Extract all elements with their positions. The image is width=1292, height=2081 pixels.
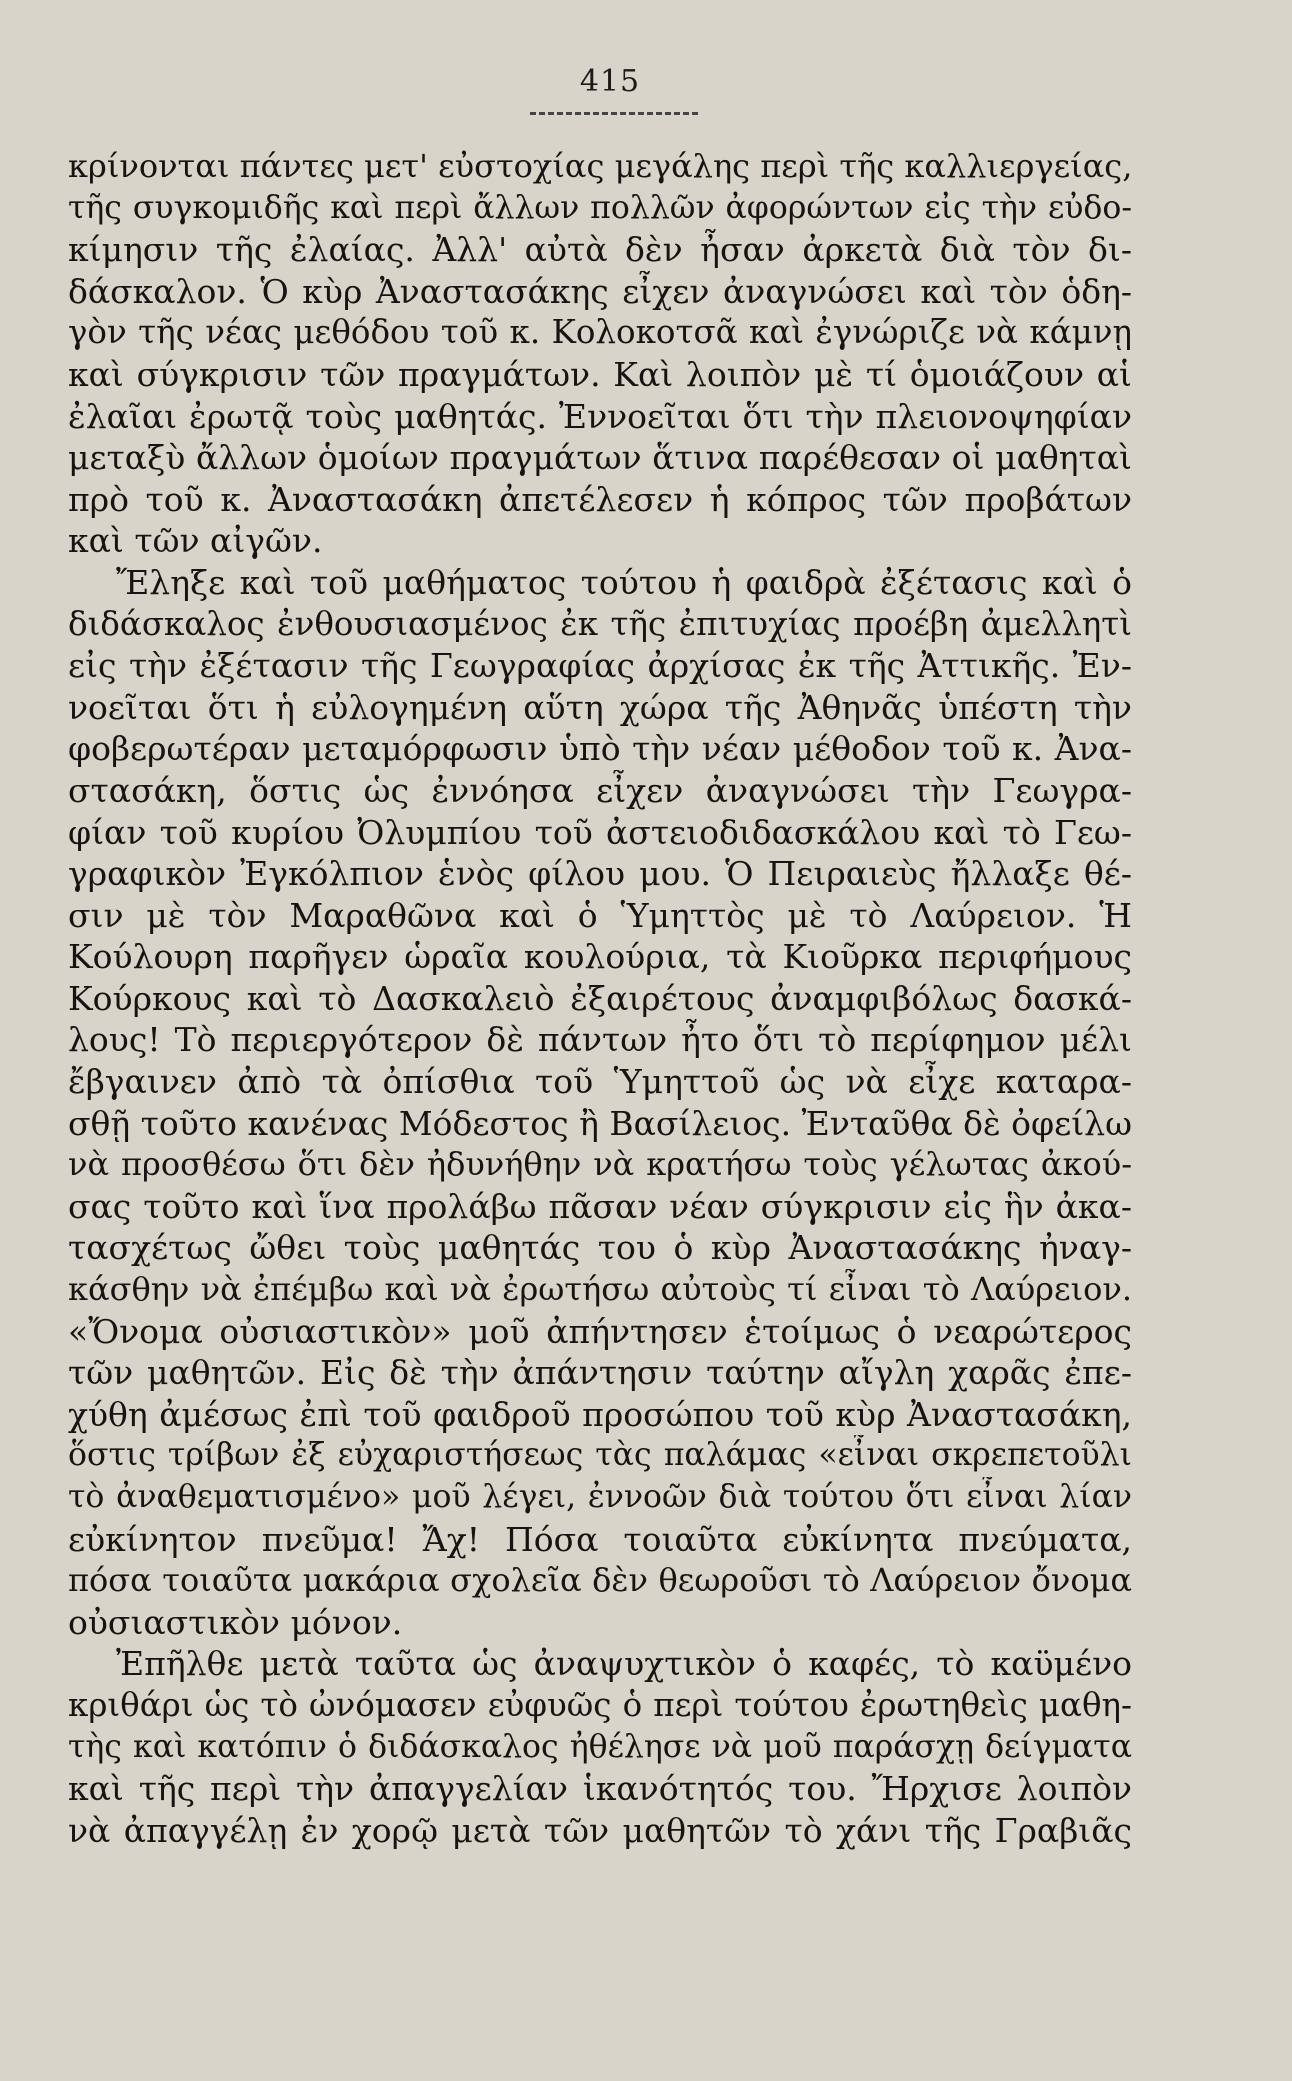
text-line: πόσα τοιαῦτα μακάρια σχολεῖα δὲν θεωροῦσι τὸ Λαύρειον ὄνομα [68,1561,1132,1600]
text-line: νοεῖται ὅτι ἡ εὐλογημένη αὕτη χώρα τῆς Ἀθηνᾶς ὑπέστη τὴν [68,687,1132,727]
text-line: στασάκη, ὅστις ὡς ἐννόησα εἶχεν ἀναγνώσει τὴν Γεωγρα- [68,770,1132,810]
text-line: εὐκίνητον πνεῦμα! Ἄχ! Πόσα τοιαῦτα εὐκίνητα πνεύματα, [68,1519,1132,1559]
text-line: τὴς καὶ κατόπιν ὁ διδάσκαλος ἠθέλησε νὰ μοῦ παράσχῃ δείγματα [68,1728,1132,1765]
text-line: Ἐπῆλθε μετὰ ταῦτα ὡς ἀναψυχτικὸν ὁ καφές, τὸ καϋμένο [116,1644,1132,1684]
text-line: κάσθην νὰ ἐπέμβω καὶ νὰ ἐρωτήσω αὐτοὺς τί εἶναι τὸ Λαύρειον. [68,1270,1132,1309]
text-line: δάσκαλον. Ὁ κὺρ Ἀναστασάκης εἶχεν ἀναγνώσει καὶ τὸν ὁδη- [68,271,1132,311]
body-text [68,146,1132,1851]
page-number-underline [530,112,700,115]
text-line: φίαν τοῦ κυρίου Ὀλυμπίου τοῦ ἀστειοδιδασκάλου καὶ τὸ Γεω- [68,812,1132,852]
text-line: τασχέτως ὤθει τοὺς μαθητάς του ὁ κὺρ Ἀναστασάκης ἠναγ- [68,1228,1132,1268]
text-line: τῆς συγκομιδῆς καὶ περὶ ἄλλων πολλῶν ἀφορώντων εἰς τὴν εὐδο- [68,189,1132,226]
text-line: «Ὄνομα οὐσιαστικὸν» μοῦ ἀπήντησεν ἑτοίμως ὁ νεαρώτερος [68,1311,1132,1351]
text-line: μεταξὺ ἄλλων ὁμοίων πραγμάτων ἅτινα παρέθεσαν οἱ μαθηταὶ [68,438,1132,478]
text-line: σας τοῦτο καὶ ἵνα προλάβω πᾶσαν νέαν σύγκρισιν εἰς ἣν ἀκα- [68,1186,1132,1226]
text-line: νὰ ἀπαγγέλῃ ἐν χορῷ μετὰ τῶν μαθητῶν τὸ χάνι τῆς Γραβιᾶς [68,1810,1132,1850]
text-line: ἔβγαινεν ἀπὸ τὰ ὀπίσθια τοῦ Ὑμηττοῦ ὡς νὰ εἶχε καταρα- [68,1062,1132,1102]
text-line: πρὸ τοῦ κ. Ἀναστασάκη ἀπετέλεσεν ἡ κόπρος τῶν προβάτων [68,479,1132,519]
text-line: οὐσιαστικὸν μόνον. [68,1602,403,1642]
text-line: τῶν μαθητῶν. Εἰς δὲ τὴν ἀπάντησιν ταύτην αἴγλη χαρᾶς ἐπε- [68,1353,1132,1393]
text-line: γραφικὸν Ἐγκόλπιον ἑνὸς φίλου μου. Ὁ Πειραιεὺς ἤλλαξε θέ- [68,854,1132,894]
text-line: καὶ τῆς περὶ τὴν ἀπαγγελίαν ἱκανότητός του. Ἤρχισε λοιπὸν [68,1769,1132,1809]
text-line: λους! Τὸ περιεργότερον δὲ πάντων ἦτο ὅτι τὸ περίφημον μέλι [68,1020,1132,1060]
text-line: τὸ ἀναθεματισμένο» μοῦ λέγει, ἐννοῶν διὰ τούτου ὅτι εἶναι λίαν [68,1479,1132,1515]
text-line: νὰ προσθέσω ὅτι δὲν ἠδυνήθην νὰ κρατήσω τοὺς γέλωτας ἀκού- [68,1145,1132,1184]
text-line: κριθάρι ὡς τὸ ὠνόμασεν εὐφυῶς ὁ περὶ τούτου ἐρωτηθεὶς μαθη- [68,1685,1132,1724]
text-line: καὶ σύγκρισιν τῶν πραγμάτων. Καὶ λοιπὸν μὲ τί ὁμοιάζουν αἱ [68,354,1132,394]
text-line: ἐλαῖαι ἐρωτᾷ τοὺς μαθητάς. Ἐννοεῖται ὅτι τὴν πλειονοψηφίαν [68,396,1132,436]
text-line: διδάσκαλος ἐνθουσιασμένος ἐκ τῆς ἐπιτυχίας προέβη ἀμελλητὶ [68,604,1132,643]
text-line: σθῇ τοῦτο κανένας Μόδεστος ἢ Βασίλειος. Ἐνταῦθα δὲ ὀφείλω [68,1103,1132,1143]
text-line: κρίνονται πάντες μετ' εὐστοχίας μεγάλης περὶ τῆς καλλιεργείας, [68,147,1132,185]
text-line: κίμησιν τῆς ἐλαίας. Ἀλλ' αὐτὰ δὲν ἦσαν ἀρκετὰ διὰ τὸν δι- [68,230,1132,270]
text-line: σιν μὲ τὸν Μαραθῶνα καὶ ὁ Ὑμηττὸς μὲ τὸ Λαύρειον. Ἡ [68,895,1132,935]
text-line: χύθη ἀμέσως ἐπὶ τοῦ φαιδροῦ προσώπου τοῦ κὺρ Ἀναστασάκη, [68,1394,1132,1434]
page-number: 415 [579,64,641,99]
text-line: γὸν τῆς νέας μεθόδου τοῦ κ. Κολοκοτσᾶ καὶ ἐγνώριζε νὰ κάμνῃ [68,313,1132,352]
text-line: Κούλουρη παρῆγεν ὡραῖα κουλούρια, τὰ Κιοῦρκα περιφήμους [68,937,1132,977]
text-line: καὶ τῶν αἰγῶν. [68,521,323,561]
text-line: εἰς τὴν ἐξέτασιν τῆς Γεωγραφίας ἀρχίσας ἐκ τῆς Ἀττικῆς. Ἐν- [68,646,1132,686]
text-line: φοβερωτέραν μεταμόρφωσιν ὑπὸ τὴν νέαν μέθοδον τοῦ κ. Ἀνα- [68,729,1132,769]
text-line: ὅστις τρίβων ἐξ εὐχαριστήσεως τὰς παλάμας «εἶναι σκρεπετοῦλι [68,1437,1132,1474]
text-line: Ἔληξε καὶ τοῦ μαθήματος τούτου ἡ φαιδρὰ ἐξέτασις καὶ ὁ [116,562,1132,602]
text-line: Κούρκους καὶ τὸ Δασκαλειὸ ἐξαιρέτους ἀναμφιβόλως δασκά- [68,978,1132,1018]
